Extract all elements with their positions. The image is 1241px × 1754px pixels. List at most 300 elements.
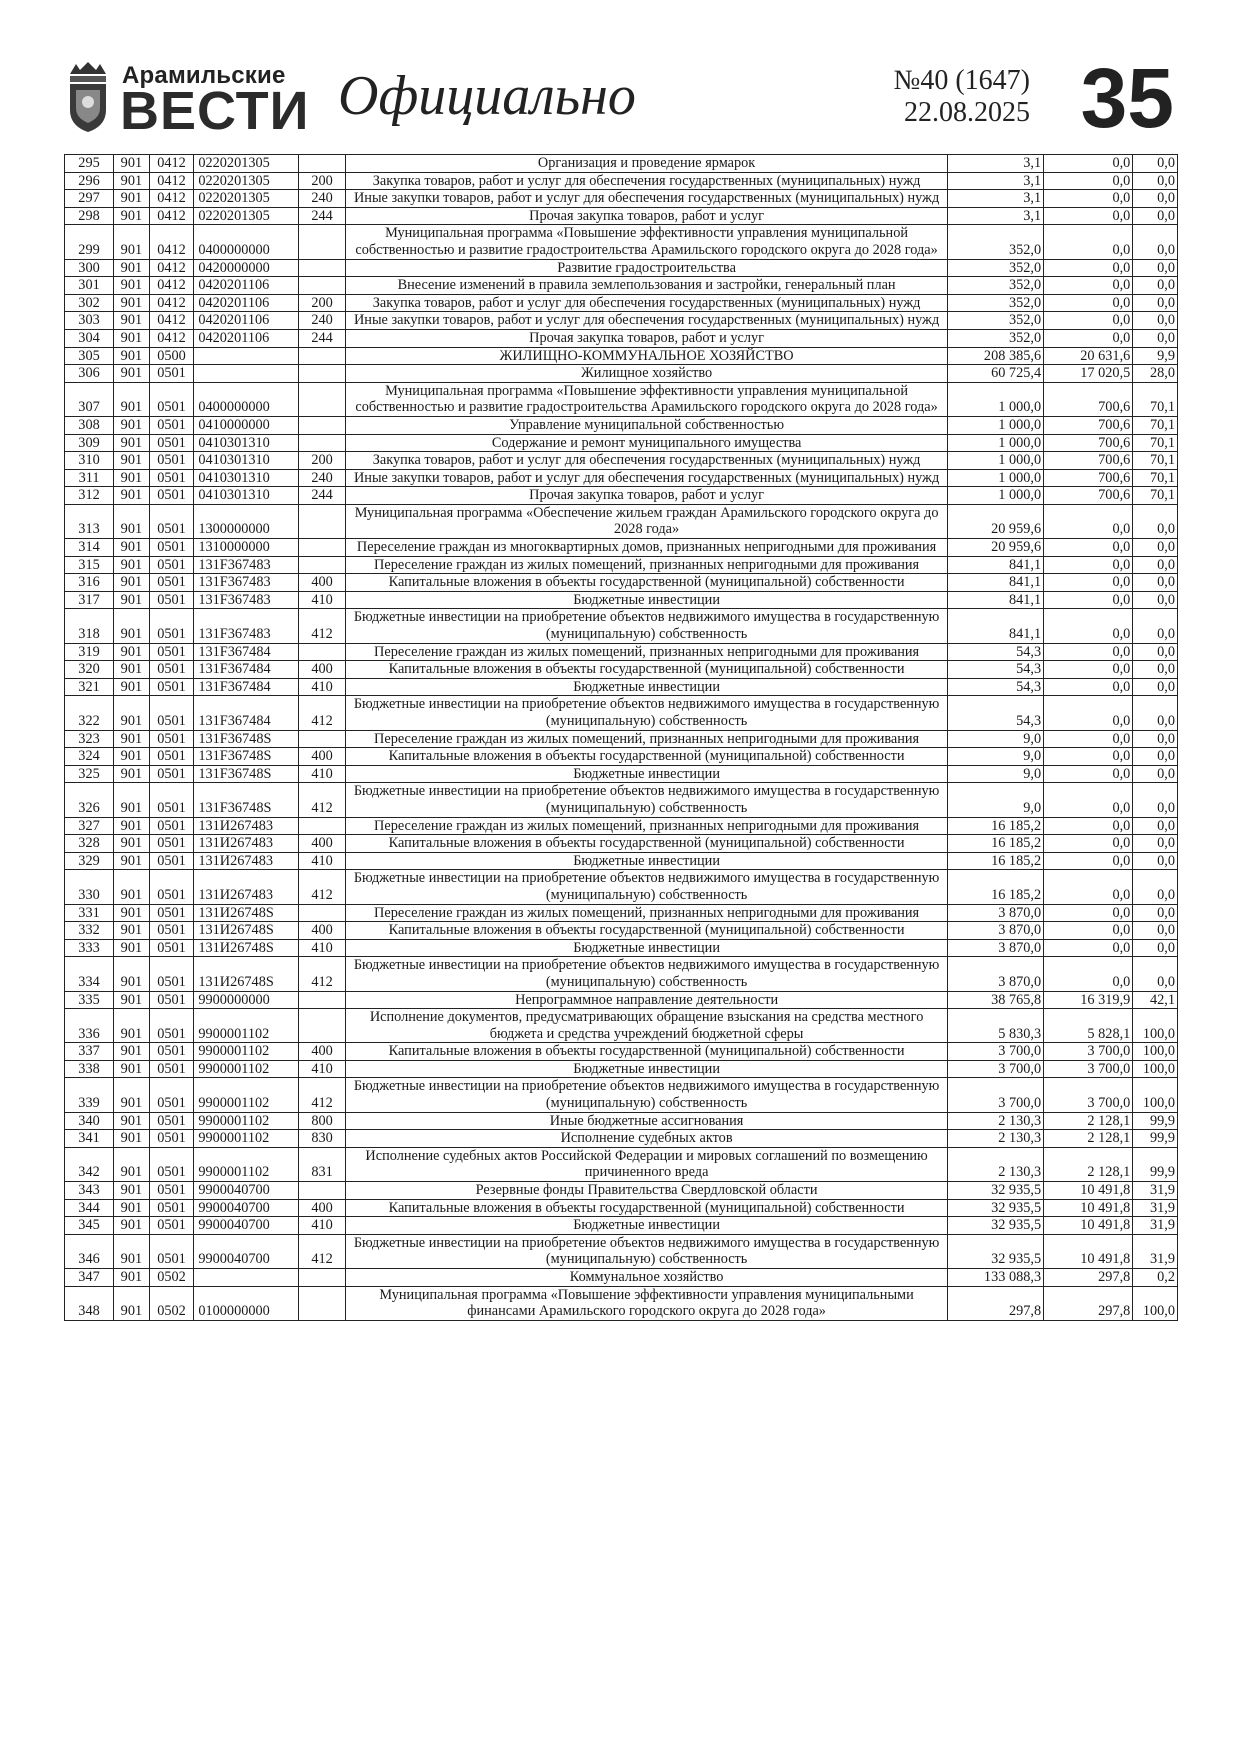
target-article-cell: 131F36748S [194,748,299,766]
table-row [65,207,1178,225]
expense-type-cell [299,277,346,295]
execution-percent-cell: 70,1 [1133,452,1178,470]
execution-percent-cell: 100,0 [1133,1286,1178,1320]
target-article-cell [194,1269,299,1287]
actual-amount-cell: 3 700,0 [1044,1078,1133,1112]
row-number-cell: 344 [65,1199,114,1217]
department-code-cell: 901 [114,1147,150,1181]
target-article-cell: 131И267483 [194,852,299,870]
department-code-cell: 901 [114,259,150,277]
expense-type-cell: 410 [299,939,346,957]
actual-amount-cell: 0,0 [1044,643,1133,661]
item-name-cell: Внесение изменений в правила землепользования и застройки, генеральный план [345,277,947,295]
execution-percent-cell: 0,0 [1133,574,1178,592]
section-title: Официально [338,65,636,127]
department-code-cell: 901 [114,939,150,957]
item-name-cell: Бюджетные инвестиции на приобретение объектов недвижимого имущества в государственную (муниципальную) собственность [345,783,947,817]
page-number: 35 [1080,51,1174,145]
actual-amount-cell: 0,0 [1044,312,1133,330]
department-code-cell: 901 [114,1286,150,1320]
actual-amount-cell: 0,0 [1044,696,1133,730]
planned-amount-cell: 32 935,5 [948,1217,1044,1235]
section-code-cell: 0501 [149,661,194,679]
table-row [65,574,1178,592]
planned-amount-cell: 841,1 [948,574,1044,592]
target-article-cell: 0220201305 [194,172,299,190]
row-number-cell: 305 [65,347,114,365]
table-row [65,922,1178,940]
expense-type-cell: 410 [299,1060,346,1078]
target-article-cell: 1310000000 [194,539,299,557]
actual-amount-cell: 2 128,1 [1044,1130,1133,1148]
actual-amount-cell: 0,0 [1044,225,1133,259]
department-code-cell: 901 [114,225,150,259]
table-row [65,190,1178,208]
planned-amount-cell: 2 130,3 [948,1130,1044,1148]
actual-amount-cell: 16 319,9 [1044,991,1133,1009]
expense-type-cell [299,416,346,434]
item-name-cell: Переселение граждан из жилых помещений, признанных непригодными для проживания [345,643,947,661]
planned-amount-cell: 2 130,3 [948,1147,1044,1181]
target-article-cell: 0420000000 [194,259,299,277]
execution-percent-cell: 70,1 [1133,382,1178,416]
section-code-cell: 0412 [149,155,194,173]
table-row [65,991,1178,1009]
department-code-cell: 901 [114,661,150,679]
row-number-cell: 325 [65,765,114,783]
actual-amount-cell: 0,0 [1044,904,1133,922]
actual-amount-cell: 10 491,8 [1044,1234,1133,1268]
section-code-cell: 0412 [149,329,194,347]
section-code-cell: 0412 [149,225,194,259]
table-row [65,347,1178,365]
section-code-cell: 0502 [149,1269,194,1287]
target-article-cell: 9900000000 [194,991,299,1009]
expense-type-cell: 244 [299,329,346,347]
target-article-cell: 0400000000 [194,225,299,259]
section-code-cell: 0501 [149,1060,194,1078]
table-row [65,643,1178,661]
section-code-cell: 0412 [149,207,194,225]
row-number-cell: 347 [65,1269,114,1287]
department-code-cell: 901 [114,1182,150,1200]
table-row [65,870,1178,904]
section-code-cell: 0501 [149,852,194,870]
expense-type-cell: 400 [299,1043,346,1061]
budget-table-container [64,154,1178,1321]
execution-percent-cell: 70,1 [1133,434,1178,452]
expense-type-cell [299,504,346,538]
row-number-cell: 321 [65,678,114,696]
department-code-cell: 901 [114,1199,150,1217]
table-row [65,1147,1178,1181]
target-article-cell: 9900001102 [194,1060,299,1078]
execution-percent-cell: 9,9 [1133,347,1178,365]
actual-amount-cell: 0,0 [1044,539,1133,557]
actual-amount-cell: 2 128,1 [1044,1147,1133,1181]
item-name-cell: Муниципальная программа «Повышение эффективности управления муниципальной собственностью и развитие градостроительства Арамильского городского округа до 2028 года» [345,382,947,416]
planned-amount-cell: 16 185,2 [948,835,1044,853]
row-number-cell: 338 [65,1060,114,1078]
execution-percent-cell: 0,0 [1133,172,1178,190]
target-article-cell: 9900001102 [194,1112,299,1130]
expense-type-cell: 412 [299,696,346,730]
planned-amount-cell: 3,1 [948,190,1044,208]
expense-type-cell: 831 [299,1147,346,1181]
item-name-cell: Капитальные вложения в объекты государственной (муниципальной) собственности [345,574,947,592]
department-code-cell: 901 [114,591,150,609]
section-code-cell: 0501 [149,504,194,538]
expense-type-cell: 200 [299,452,346,470]
item-name-cell: Иные закупки товаров, работ и услуг для обеспечения государственных (муниципальных) нужд [345,469,947,487]
actual-amount-cell: 0,0 [1044,259,1133,277]
item-name-cell: Прочая закупка товаров, работ и услуг [345,487,947,505]
department-code-cell: 901 [114,365,150,383]
table-row [65,277,1178,295]
department-code-cell: 901 [114,539,150,557]
target-article-cell: 9900001102 [194,1009,299,1043]
execution-percent-cell: 0,0 [1133,730,1178,748]
execution-percent-cell: 0,0 [1133,957,1178,991]
target-article-cell: 9900001102 [194,1043,299,1061]
planned-amount-cell: 1 000,0 [948,452,1044,470]
brand-subtitle: Арамильские [122,62,286,89]
row-number-cell: 296 [65,172,114,190]
row-number-cell: 310 [65,452,114,470]
expense-type-cell [299,1286,346,1320]
brand-title: ВЕСТИ [120,81,310,141]
expense-type-cell: 400 [299,922,346,940]
section-code-cell: 0412 [149,277,194,295]
target-article-cell: 131F367483 [194,574,299,592]
department-code-cell: 901 [114,382,150,416]
item-name-cell: Исполнение судебных актов [345,1130,947,1148]
department-code-cell: 901 [114,678,150,696]
actual-amount-cell: 0,0 [1044,277,1133,295]
expense-type-cell: 412 [299,609,346,643]
target-article-cell: 131F367484 [194,661,299,679]
item-name-cell: Бюджетные инвестиции на приобретение объектов недвижимого имущества в государственную (муниципальную) собственность [345,609,947,643]
target-article-cell: 9900040700 [194,1182,299,1200]
target-article-cell: 131F36748S [194,765,299,783]
expense-type-cell: 410 [299,1217,346,1235]
department-code-cell: 901 [114,172,150,190]
table-row [65,609,1178,643]
expense-type-cell [299,347,346,365]
planned-amount-cell: 38 765,8 [948,991,1044,1009]
issue-number: №40 (1647) [893,65,1030,96]
row-number-cell: 335 [65,991,114,1009]
item-name-cell: Управление муниципальной собственностью [345,416,947,434]
expense-type-cell: 244 [299,207,346,225]
item-name-cell: Переселение граждан из жилых помещений, признанных непригодными для проживания [345,904,947,922]
table-row [65,678,1178,696]
actual-amount-cell: 700,6 [1044,452,1133,470]
actual-amount-cell: 0,0 [1044,870,1133,904]
row-number-cell: 318 [65,609,114,643]
table-row [65,365,1178,383]
department-code-cell: 901 [114,434,150,452]
section-code-cell: 0412 [149,312,194,330]
table-row [65,259,1178,277]
expense-type-cell: 410 [299,852,346,870]
row-number-cell: 320 [65,661,114,679]
department-code-cell: 901 [114,609,150,643]
row-number-cell: 297 [65,190,114,208]
section-code-cell: 0501 [149,539,194,557]
target-article-cell: 1300000000 [194,504,299,538]
table-row [65,1112,1178,1130]
actual-amount-cell: 10 491,8 [1044,1199,1133,1217]
row-number-cell: 328 [65,835,114,853]
expense-type-cell [299,382,346,416]
expense-type-cell [299,817,346,835]
target-article-cell: 131F36748S [194,783,299,817]
item-name-cell: Закупка товаров, работ и услуг для обеспечения государственных (муниципальных) нужд [345,452,947,470]
execution-percent-cell: 99,9 [1133,1130,1178,1148]
planned-amount-cell: 352,0 [948,312,1044,330]
department-code-cell: 901 [114,1043,150,1061]
expense-type-cell: 410 [299,765,346,783]
table-row [65,556,1178,574]
row-number-cell: 298 [65,207,114,225]
row-number-cell: 336 [65,1009,114,1043]
target-article-cell: 0410301310 [194,452,299,470]
department-code-cell: 901 [114,155,150,173]
actual-amount-cell: 700,6 [1044,382,1133,416]
section-code-cell: 0501 [149,957,194,991]
section-code-cell: 0501 [149,416,194,434]
execution-percent-cell: 0,0 [1133,870,1178,904]
planned-amount-cell: 352,0 [948,329,1044,347]
row-number-cell: 306 [65,365,114,383]
planned-amount-cell: 32 935,5 [948,1234,1044,1268]
expense-type-cell: 410 [299,591,346,609]
planned-amount-cell: 841,1 [948,591,1044,609]
item-name-cell: Капитальные вложения в объекты государственной (муниципальной) собственности [345,835,947,853]
execution-percent-cell: 31,9 [1133,1199,1178,1217]
department-code-cell: 901 [114,1060,150,1078]
planned-amount-cell: 841,1 [948,609,1044,643]
item-name-cell: Бюджетные инвестиции [345,1217,947,1235]
section-code-cell: 0501 [149,678,194,696]
actual-amount-cell: 700,6 [1044,469,1133,487]
section-code-cell: 0501 [149,1234,194,1268]
target-article-cell: 0220201305 [194,155,299,173]
item-name-cell: Переселение граждан из жилых помещений, признанных непригодными для проживания [345,817,947,835]
execution-percent-cell: 0,0 [1133,591,1178,609]
planned-amount-cell: 352,0 [948,259,1044,277]
expense-type-cell [299,1009,346,1043]
actual-amount-cell: 0,0 [1044,922,1133,940]
actual-amount-cell: 0,0 [1044,155,1133,173]
section-code-cell: 0501 [149,835,194,853]
execution-percent-cell: 0,0 [1133,207,1178,225]
actual-amount-cell: 0,0 [1044,294,1133,312]
actual-amount-cell: 2 128,1 [1044,1112,1133,1130]
planned-amount-cell: 841,1 [948,556,1044,574]
target-article-cell: 9900001102 [194,1078,299,1112]
item-name-cell: Капитальные вложения в объекты государственной (муниципальной) собственности [345,1199,947,1217]
item-name-cell: Организация и проведение ярмарок [345,155,947,173]
item-name-cell: Капитальные вложения в объекты государственной (муниципальной) собственности [345,1043,947,1061]
department-code-cell: 901 [114,574,150,592]
target-article-cell: 0420201106 [194,312,299,330]
execution-percent-cell: 0,0 [1133,783,1178,817]
row-number-cell: 331 [65,904,114,922]
table-row [65,487,1178,505]
row-number-cell: 304 [65,329,114,347]
item-name-cell: Муниципальная программа «Повышение эффективности управления муниципальными финансами Арамильского городского округа до 2028 года» [345,1286,947,1320]
actual-amount-cell: 20 631,6 [1044,347,1133,365]
section-code-cell: 0501 [149,939,194,957]
table-row [65,294,1178,312]
execution-percent-cell: 31,9 [1133,1182,1178,1200]
expense-type-cell: 200 [299,294,346,312]
item-name-cell: Закупка товаров, работ и услуг для обеспечения государственных (муниципальных) нужд [345,172,947,190]
execution-percent-cell: 0,0 [1133,765,1178,783]
actual-amount-cell: 0,0 [1044,556,1133,574]
target-article-cell: 131F367484 [194,696,299,730]
item-name-cell: Бюджетные инвестиции [345,1060,947,1078]
target-article-cell: 131F367484 [194,643,299,661]
row-number-cell: 308 [65,416,114,434]
department-code-cell: 901 [114,643,150,661]
expense-type-cell [299,155,346,173]
expense-type-cell [299,556,346,574]
actual-amount-cell: 0,0 [1044,609,1133,643]
section-code-cell: 0501 [149,591,194,609]
expense-type-cell: 410 [299,678,346,696]
expense-type-cell [299,904,346,922]
planned-amount-cell: 16 185,2 [948,817,1044,835]
department-code-cell: 901 [114,1217,150,1235]
item-name-cell: Прочая закупка товаров, работ и услуг [345,329,947,347]
target-article-cell: 0100000000 [194,1286,299,1320]
actual-amount-cell: 3 700,0 [1044,1043,1133,1061]
expense-type-cell: 400 [299,748,346,766]
target-article-cell: 131И26748S [194,922,299,940]
row-number-cell: 334 [65,957,114,991]
item-name-cell: Иные закупки товаров, работ и услуг для обеспечения государственных (муниципальных) нужд [345,312,947,330]
target-article-cell [194,365,299,383]
actual-amount-cell: 0,0 [1044,172,1133,190]
section-code-cell: 0501 [149,922,194,940]
department-code-cell: 901 [114,991,150,1009]
target-article-cell: 9900040700 [194,1199,299,1217]
table-row [65,1269,1178,1287]
execution-percent-cell: 0,0 [1133,748,1178,766]
coat-of-arms-icon [66,60,110,134]
department-code-cell: 901 [114,312,150,330]
table-row [65,661,1178,679]
target-article-cell: 0220201305 [194,190,299,208]
expense-type-cell: 400 [299,1199,346,1217]
planned-amount-cell: 54,3 [948,661,1044,679]
execution-percent-cell: 0,0 [1133,817,1178,835]
target-article-cell: 0400000000 [194,382,299,416]
item-name-cell: Развитие градостроительства [345,259,947,277]
table-row [65,957,1178,991]
expense-type-cell [299,225,346,259]
department-code-cell: 901 [114,870,150,904]
expense-type-cell: 240 [299,190,346,208]
execution-percent-cell: 0,0 [1133,312,1178,330]
section-code-cell: 0501 [149,609,194,643]
row-number-cell: 348 [65,1286,114,1320]
section-code-cell: 0501 [149,696,194,730]
execution-percent-cell: 100,0 [1133,1078,1178,1112]
target-article-cell: 131И26748S [194,904,299,922]
target-article-cell: 131F367483 [194,609,299,643]
actual-amount-cell: 0,0 [1044,504,1133,538]
department-code-cell: 901 [114,416,150,434]
execution-percent-cell: 31,9 [1133,1217,1178,1235]
item-name-cell: Капитальные вложения в объекты государственной (муниципальной) собственности [345,748,947,766]
planned-amount-cell: 133 088,3 [948,1269,1044,1287]
table-row [65,452,1178,470]
actual-amount-cell: 0,0 [1044,678,1133,696]
row-number-cell: 312 [65,487,114,505]
execution-percent-cell: 0,0 [1133,904,1178,922]
section-code-cell: 0502 [149,1286,194,1320]
execution-percent-cell: 0,0 [1133,939,1178,957]
expense-type-cell [299,539,346,557]
department-code-cell: 901 [114,452,150,470]
section-code-cell: 0501 [149,1130,194,1148]
row-number-cell: 323 [65,730,114,748]
table-row [65,1234,1178,1268]
table-row [65,329,1178,347]
actual-amount-cell: 10 491,8 [1044,1182,1133,1200]
target-article-cell: 0410301310 [194,487,299,505]
item-name-cell: Резервные фонды Правительства Свердловской области [345,1182,947,1200]
target-article-cell: 0420201106 [194,277,299,295]
execution-percent-cell: 0,0 [1133,294,1178,312]
item-name-cell: Исполнение документов, предусматривающих обращение взыскания на средства местного бюджета и средства учреждений бюджетной сферы [345,1009,947,1043]
expense-type-cell: 240 [299,469,346,487]
item-name-cell: Бюджетные инвестиции на приобретение объектов недвижимого имущества в государственную (муниципальную) собственность [345,957,947,991]
planned-amount-cell: 5 830,3 [948,1009,1044,1043]
table-row [65,852,1178,870]
target-article-cell: 0220201305 [194,207,299,225]
item-name-cell: Капитальные вложения в объекты государственной (муниципальной) собственности [345,922,947,940]
department-code-cell: 901 [114,487,150,505]
row-number-cell: 311 [65,469,114,487]
table-row [65,939,1178,957]
department-code-cell: 901 [114,922,150,940]
row-number-cell: 341 [65,1130,114,1148]
item-name-cell: Жилищное хозяйство [345,365,947,383]
table-row [65,835,1178,853]
execution-percent-cell: 100,0 [1133,1043,1178,1061]
planned-amount-cell: 3 870,0 [948,957,1044,991]
table-row [65,1078,1178,1112]
planned-amount-cell: 3 700,0 [948,1078,1044,1112]
planned-amount-cell: 9,0 [948,783,1044,817]
item-name-cell: Бюджетные инвестиции [345,852,947,870]
row-number-cell: 307 [65,382,114,416]
planned-amount-cell: 1 000,0 [948,382,1044,416]
row-number-cell: 345 [65,1217,114,1235]
target-article-cell: 9900040700 [194,1234,299,1268]
planned-amount-cell: 3 700,0 [948,1043,1044,1061]
execution-percent-cell: 0,0 [1133,835,1178,853]
expense-type-cell: 400 [299,835,346,853]
execution-percent-cell: 0,0 [1133,922,1178,940]
execution-percent-cell: 99,9 [1133,1112,1178,1130]
page-header [62,51,1180,150]
